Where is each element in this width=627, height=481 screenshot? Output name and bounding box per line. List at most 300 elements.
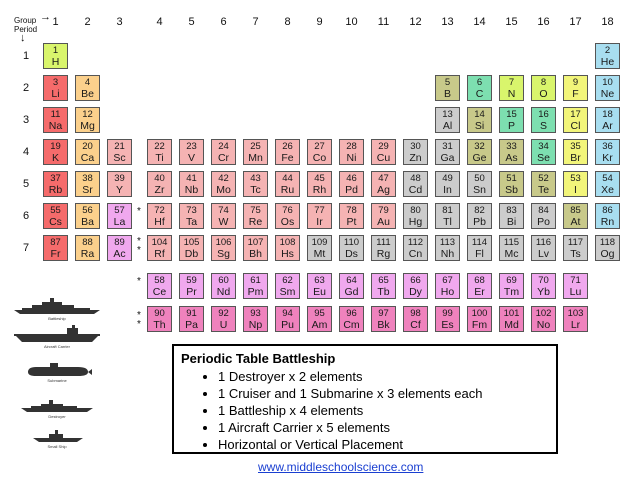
element-symbol: Zn — [409, 151, 422, 164]
atomic-number: 8 — [540, 77, 547, 88]
element-h[interactable] — [43, 43, 68, 69]
element-bk[interactable] — [371, 306, 396, 332]
atomic-number: 29 — [378, 141, 389, 152]
element-sc[interactable] — [107, 139, 132, 165]
element-rf[interactable] — [147, 235, 172, 261]
element-sb[interactable] — [499, 171, 524, 197]
element-v[interactable] — [179, 139, 204, 165]
element-ne[interactable] — [595, 75, 620, 101]
element-og[interactable] — [595, 235, 620, 261]
element-dy[interactable] — [403, 273, 428, 299]
element-symbol: Ca — [80, 151, 95, 164]
atomic-number: 24 — [218, 141, 229, 152]
atomic-number: 27 — [314, 141, 325, 152]
element-symbol: Fm — [471, 318, 488, 331]
atomic-number: 86 — [602, 205, 613, 216]
atomic-number: 76 — [282, 205, 293, 216]
element-symbol: Am — [311, 318, 328, 331]
element-mc[interactable] — [499, 235, 524, 261]
element-mg[interactable] — [75, 107, 100, 133]
element-pr[interactable] — [179, 273, 204, 299]
right-arrow-icon: → — [40, 11, 51, 23]
element-symbol: Rn — [600, 215, 615, 228]
period-header: 4 — [22, 146, 30, 158]
atomic-number: 21 — [114, 141, 125, 152]
element-ag[interactable] — [371, 171, 396, 197]
group-header: 8 — [284, 16, 291, 28]
element-symbol: Nh — [440, 247, 455, 260]
atomic-number: 107 — [247, 237, 264, 248]
element-cm[interactable] — [339, 306, 364, 332]
atomic-number: 93 — [250, 308, 261, 319]
atomic-number: 34 — [538, 141, 549, 152]
element-rn[interactable] — [595, 203, 620, 229]
atomic-number: 81 — [442, 205, 453, 216]
element-sm[interactable] — [275, 273, 300, 299]
rule-item: • 1 Destroyer x 2 elements — [218, 368, 482, 385]
element-am[interactable] — [307, 306, 332, 332]
element-al[interactable] — [435, 107, 460, 133]
element-nd[interactable] — [211, 273, 236, 299]
element-symbol: Sm — [279, 285, 296, 298]
element-symbol: Br — [570, 151, 581, 164]
element-symbol: Ds — [345, 247, 358, 260]
atomic-number: 12 — [82, 109, 93, 120]
element-w[interactable] — [211, 203, 236, 229]
element-pt[interactable] — [339, 203, 364, 229]
element-symbol: Sb — [505, 183, 518, 196]
atomic-number: 72 — [154, 205, 165, 216]
atomic-number: 2 — [604, 45, 611, 56]
atomic-number: 41 — [186, 173, 197, 184]
element-pu[interactable] — [275, 306, 300, 332]
element-ho[interactable] — [435, 273, 460, 299]
element-cr[interactable] — [211, 139, 236, 165]
element-symbol: Sn — [473, 183, 486, 196]
atomic-number: 103 — [567, 308, 584, 319]
element-symbol: Pt — [346, 215, 357, 228]
element-symbol: Mc — [504, 247, 519, 260]
element-symbol: Na — [48, 119, 63, 132]
element-symbol: Lu — [569, 285, 582, 298]
atomic-number: 96 — [346, 308, 357, 319]
atomic-number: 74 — [218, 205, 229, 216]
element-symbol: Ta — [185, 215, 198, 228]
element-fe[interactable] — [275, 139, 300, 165]
element-ge[interactable] — [467, 139, 492, 165]
element-symbol: Mn — [248, 151, 263, 164]
element-i[interactable] — [563, 171, 588, 197]
element-symbol: Te — [537, 183, 550, 196]
element-pb[interactable] — [467, 203, 492, 229]
element-tc[interactable] — [243, 171, 268, 197]
atomic-number: 49 — [442, 173, 453, 184]
element-s[interactable] — [531, 107, 556, 133]
atomic-number: 47 — [378, 173, 389, 184]
element-si[interactable] — [467, 107, 492, 133]
atomic-number: 59 — [186, 275, 197, 286]
element-symbol: Ra — [80, 247, 95, 260]
element-sn[interactable] — [467, 171, 492, 197]
element-symbol: Fl — [475, 247, 484, 260]
element-symbol: Bk — [377, 318, 390, 331]
element-symbol: Hg — [408, 215, 423, 228]
element-ti[interactable] — [147, 139, 172, 165]
group-header: 2 — [84, 16, 91, 28]
element-symbol: Pu — [281, 318, 294, 331]
atomic-number: 1 — [52, 45, 59, 56]
atomic-number: 64 — [346, 275, 357, 286]
atomic-number: 22 — [154, 141, 165, 152]
ship-label: Small Ship — [47, 444, 67, 449]
element-symbol: Al — [442, 119, 453, 132]
element-symbol: Nb — [184, 183, 199, 196]
element-bi[interactable] — [499, 203, 524, 229]
element-ar[interactable] — [595, 107, 620, 133]
atomic-number: 84 — [538, 205, 549, 216]
element-po[interactable] — [531, 203, 556, 229]
element-tm[interactable] — [499, 273, 524, 299]
atomic-number: 38 — [82, 173, 93, 184]
element-in[interactable] — [435, 171, 460, 197]
asterisk-marker: * — [137, 236, 141, 247]
atomic-number: 79 — [378, 205, 389, 216]
element-cu[interactable] — [371, 139, 396, 165]
element-th[interactable] — [147, 306, 172, 332]
element-lu[interactable] — [563, 273, 588, 299]
atomic-number: 116 — [535, 237, 552, 248]
element-rg[interactable] — [371, 235, 396, 261]
atomic-number: 4 — [84, 77, 91, 88]
group-header: 13 — [441, 16, 454, 28]
element-symbol: Db — [184, 247, 199, 260]
element-ni[interactable] — [339, 139, 364, 165]
element-fm[interactable] — [467, 306, 492, 332]
element-ta[interactable] — [179, 203, 204, 229]
element-symbol: Rf — [154, 247, 165, 260]
atomic-number: 43 — [250, 173, 261, 184]
element-pd[interactable] — [339, 171, 364, 197]
group-header: 11 — [377, 16, 390, 28]
element-symbol: Ts — [570, 247, 581, 260]
element-ru[interactable] — [275, 171, 300, 197]
element-c[interactable] — [467, 75, 492, 101]
element-symbol: Mt — [313, 247, 326, 260]
group-header: 12 — [409, 16, 422, 28]
atomic-number: 70 — [538, 275, 549, 286]
element-be[interactable] — [75, 75, 100, 101]
atomic-number: 57 — [114, 205, 125, 216]
atomic-number: 89 — [114, 237, 125, 248]
element-symbol: Co — [312, 151, 327, 164]
element-he[interactable] — [595, 43, 620, 69]
atomic-number: 88 — [82, 237, 93, 248]
element-hs[interactable] — [275, 235, 300, 261]
element-fl[interactable] — [467, 235, 492, 261]
element-symbol: Pm — [247, 285, 264, 298]
atomic-number: 25 — [250, 141, 261, 152]
element-lv[interactable] — [531, 235, 556, 261]
element-symbol: La — [113, 215, 126, 228]
element-b[interactable] — [435, 75, 460, 101]
element-mn[interactable] — [243, 139, 268, 165]
element-ra[interactable] — [75, 235, 100, 261]
element-xe[interactable] — [595, 171, 620, 197]
group-header: 9 — [316, 16, 323, 28]
atomic-number: 95 — [314, 308, 325, 319]
atomic-number: 52 — [538, 173, 549, 184]
element-symbol: Rb — [48, 183, 63, 196]
atomic-number: 111 — [376, 237, 391, 248]
atomic-number: 68 — [474, 275, 485, 286]
period-header: 2 — [22, 82, 30, 94]
element-cl[interactable] — [563, 107, 588, 133]
element-nh[interactable] — [435, 235, 460, 261]
element-re[interactable] — [243, 203, 268, 229]
element-na[interactable] — [43, 107, 68, 133]
element-au[interactable] — [371, 203, 396, 229]
element-cd[interactable] — [403, 171, 428, 197]
element-symbol: Lr — [570, 318, 581, 331]
atomic-number: 10 — [602, 77, 613, 88]
atomic-number: 55 — [50, 205, 61, 216]
element-symbol: Ba — [81, 215, 94, 228]
group-header: 18 — [601, 16, 614, 28]
atomic-number: 26 — [282, 141, 293, 152]
element-symbol: Ce — [152, 285, 167, 298]
element-fr[interactable] — [43, 235, 68, 261]
element-kr[interactable] — [595, 139, 620, 165]
atomic-number: 28 — [346, 141, 357, 152]
element-pa[interactable] — [179, 306, 204, 332]
element-mo[interactable] — [211, 171, 236, 197]
atomic-number: 56 — [82, 205, 93, 216]
element-symbol: K — [51, 151, 59, 164]
atomic-number: 63 — [314, 275, 325, 286]
period-header: 6 — [22, 210, 30, 222]
element-li[interactable] — [43, 75, 68, 101]
element-te[interactable] — [531, 171, 556, 197]
element-eu[interactable] — [307, 273, 332, 299]
element-bh[interactable] — [243, 235, 268, 261]
element-symbol: Tb — [377, 285, 390, 298]
element-ca[interactable] — [75, 139, 100, 165]
atomic-number: 117 — [567, 237, 584, 248]
element-sr[interactable] — [75, 171, 100, 197]
group-header: 16 — [537, 16, 550, 28]
element-symbol: Pd — [345, 183, 358, 196]
element-symbol: Cm — [343, 318, 360, 331]
element-cn[interactable] — [403, 235, 428, 261]
element-rb[interactable] — [43, 171, 68, 197]
element-co[interactable] — [307, 139, 332, 165]
element-hg[interactable] — [403, 203, 428, 229]
element-symbol: Cs — [49, 215, 62, 228]
element-symbol: Ti — [155, 151, 164, 164]
period-header: 7 — [22, 242, 30, 254]
atomic-number: 77 — [314, 205, 325, 216]
atomic-number: 37 — [50, 173, 61, 184]
element-br[interactable] — [563, 139, 588, 165]
asterisk-marker: * — [137, 319, 141, 330]
element-symbol: Li — [51, 87, 60, 100]
element-symbol: Th — [153, 318, 166, 331]
element-ir[interactable] — [307, 203, 332, 229]
element-p[interactable] — [499, 107, 524, 133]
element-n[interactable] — [499, 75, 524, 101]
atomic-number: 5 — [444, 77, 451, 88]
element-symbol: N — [507, 87, 516, 100]
element-symbol: Y — [115, 183, 123, 196]
element-symbol: Ir — [316, 215, 323, 228]
element-symbol: P — [507, 119, 515, 132]
element-ga[interactable] — [435, 139, 460, 165]
element-ts[interactable] — [563, 235, 588, 261]
element-ba[interactable] — [75, 203, 100, 229]
element-nb[interactable] — [179, 171, 204, 197]
element-rh[interactable] — [307, 171, 332, 197]
element-symbol: Cd — [408, 183, 423, 196]
atomic-number: 91 — [186, 308, 197, 319]
element-symbol: Nd — [216, 285, 231, 298]
element-pm[interactable] — [243, 273, 268, 299]
atomic-number: 9 — [572, 77, 579, 88]
element-symbol: Ru — [280, 183, 295, 196]
atomic-number: 87 — [50, 237, 61, 248]
element-symbol: I — [574, 183, 577, 196]
atomic-number: 61 — [250, 275, 261, 286]
element-symbol: Sr — [82, 183, 93, 196]
group-header: 14 — [473, 16, 486, 28]
element-md[interactable] — [499, 306, 524, 332]
element-ac[interactable] — [107, 235, 132, 261]
atomic-number: 51 — [506, 173, 517, 184]
ship-illustrations — [0, 290, 120, 470]
atomic-number: 6 — [476, 77, 483, 88]
atomic-number: 106 — [215, 237, 232, 248]
element-symbol: Ag — [377, 183, 390, 196]
element-k[interactable] — [43, 139, 68, 165]
element-no[interactable] — [531, 306, 556, 332]
group-header: 1 — [52, 16, 59, 28]
element-gd[interactable] — [339, 273, 364, 299]
element-symbol: B — [443, 87, 451, 100]
element-symbol: V — [187, 151, 195, 164]
element-symbol: Ga — [440, 151, 455, 164]
group-period-corner — [14, 11, 51, 44]
element-symbol: Pr — [186, 285, 197, 298]
element-mt[interactable] — [307, 235, 332, 261]
rules-title: Periodic Table Battleship — [181, 351, 336, 366]
element-la[interactable] — [107, 203, 132, 229]
atomic-number: 98 — [410, 308, 421, 319]
element-symbol: Au — [377, 215, 390, 228]
atomic-number: 15 — [506, 109, 517, 120]
element-symbol: Cr — [217, 151, 230, 164]
atomic-number: 11 — [50, 109, 61, 120]
element-np[interactable] — [243, 306, 268, 332]
atomic-number: 99 — [442, 308, 453, 319]
element-u[interactable] — [211, 306, 236, 332]
element-er[interactable] — [467, 273, 492, 299]
element-lr[interactable] — [563, 306, 588, 332]
atomic-number: 69 — [506, 275, 517, 286]
atomic-number: 13 — [442, 109, 453, 120]
element-symbol: Si — [474, 119, 485, 132]
atomic-number: 97 — [378, 308, 389, 319]
element-yb[interactable] — [531, 273, 556, 299]
element-symbol: As — [505, 151, 518, 164]
element-sg[interactable] — [211, 235, 236, 261]
group-header: 15 — [505, 16, 518, 28]
element-symbol: In — [443, 183, 452, 196]
atomic-number: 78 — [346, 205, 357, 216]
element-hf[interactable] — [147, 203, 172, 229]
atomic-number: 36 — [602, 141, 613, 152]
element-as[interactable] — [499, 139, 524, 165]
element-os[interactable] — [275, 203, 300, 229]
element-ce[interactable] — [147, 273, 172, 299]
element-at[interactable] — [563, 203, 588, 229]
element-symbol: He — [600, 55, 615, 68]
ship-label: Destroyer — [48, 414, 66, 419]
element-symbol: Tc — [250, 183, 261, 196]
atomic-number: 101 — [503, 308, 520, 319]
group-header: 17 — [569, 16, 582, 28]
atomic-number: 32 — [474, 141, 485, 152]
element-symbol: Ne — [600, 87, 615, 100]
element-symbol: Fe — [281, 151, 294, 164]
atomic-number: 62 — [282, 275, 293, 286]
element-tl[interactable] — [435, 203, 460, 229]
element-ds[interactable] — [339, 235, 364, 261]
element-symbol: Bh — [249, 247, 262, 260]
atomic-number: 54 — [602, 173, 613, 184]
element-es[interactable] — [435, 306, 460, 332]
element-f[interactable] — [563, 75, 588, 101]
element-y[interactable] — [107, 171, 132, 197]
asterisk-marker: * — [137, 206, 141, 217]
element-symbol: Ac — [113, 247, 126, 260]
element-zr[interactable] — [147, 171, 172, 197]
element-o[interactable] — [531, 75, 556, 101]
element-cs[interactable] — [43, 203, 68, 229]
element-symbol: At — [570, 215, 581, 228]
element-tb[interactable] — [371, 273, 396, 299]
element-symbol: Rg — [376, 247, 391, 260]
element-symbol: F — [572, 87, 579, 100]
period-label: Period — [14, 25, 38, 34]
element-symbol: Np — [248, 318, 263, 331]
element-se[interactable] — [531, 139, 556, 165]
element-symbol: Xe — [601, 183, 614, 196]
atomic-number: 71 — [570, 275, 581, 286]
atomic-number: 33 — [506, 141, 517, 152]
period-header: 3 — [22, 114, 30, 126]
element-cf[interactable] — [403, 306, 428, 332]
atomic-number: 19 — [50, 141, 61, 152]
website-link[interactable]: www.middleschoolscience.com — [258, 460, 424, 474]
element-zn[interactable] — [403, 139, 428, 165]
group-header: 10 — [345, 16, 358, 28]
rule-item: • 1 Battleship x 4 elements — [218, 402, 482, 419]
element-symbol: Dy — [409, 285, 422, 298]
group-header: 3 — [116, 16, 123, 28]
element-db[interactable] — [179, 235, 204, 261]
element-symbol: Gd — [344, 285, 359, 298]
atomic-number: 35 — [570, 141, 581, 152]
element-symbol: Mo — [216, 183, 231, 196]
